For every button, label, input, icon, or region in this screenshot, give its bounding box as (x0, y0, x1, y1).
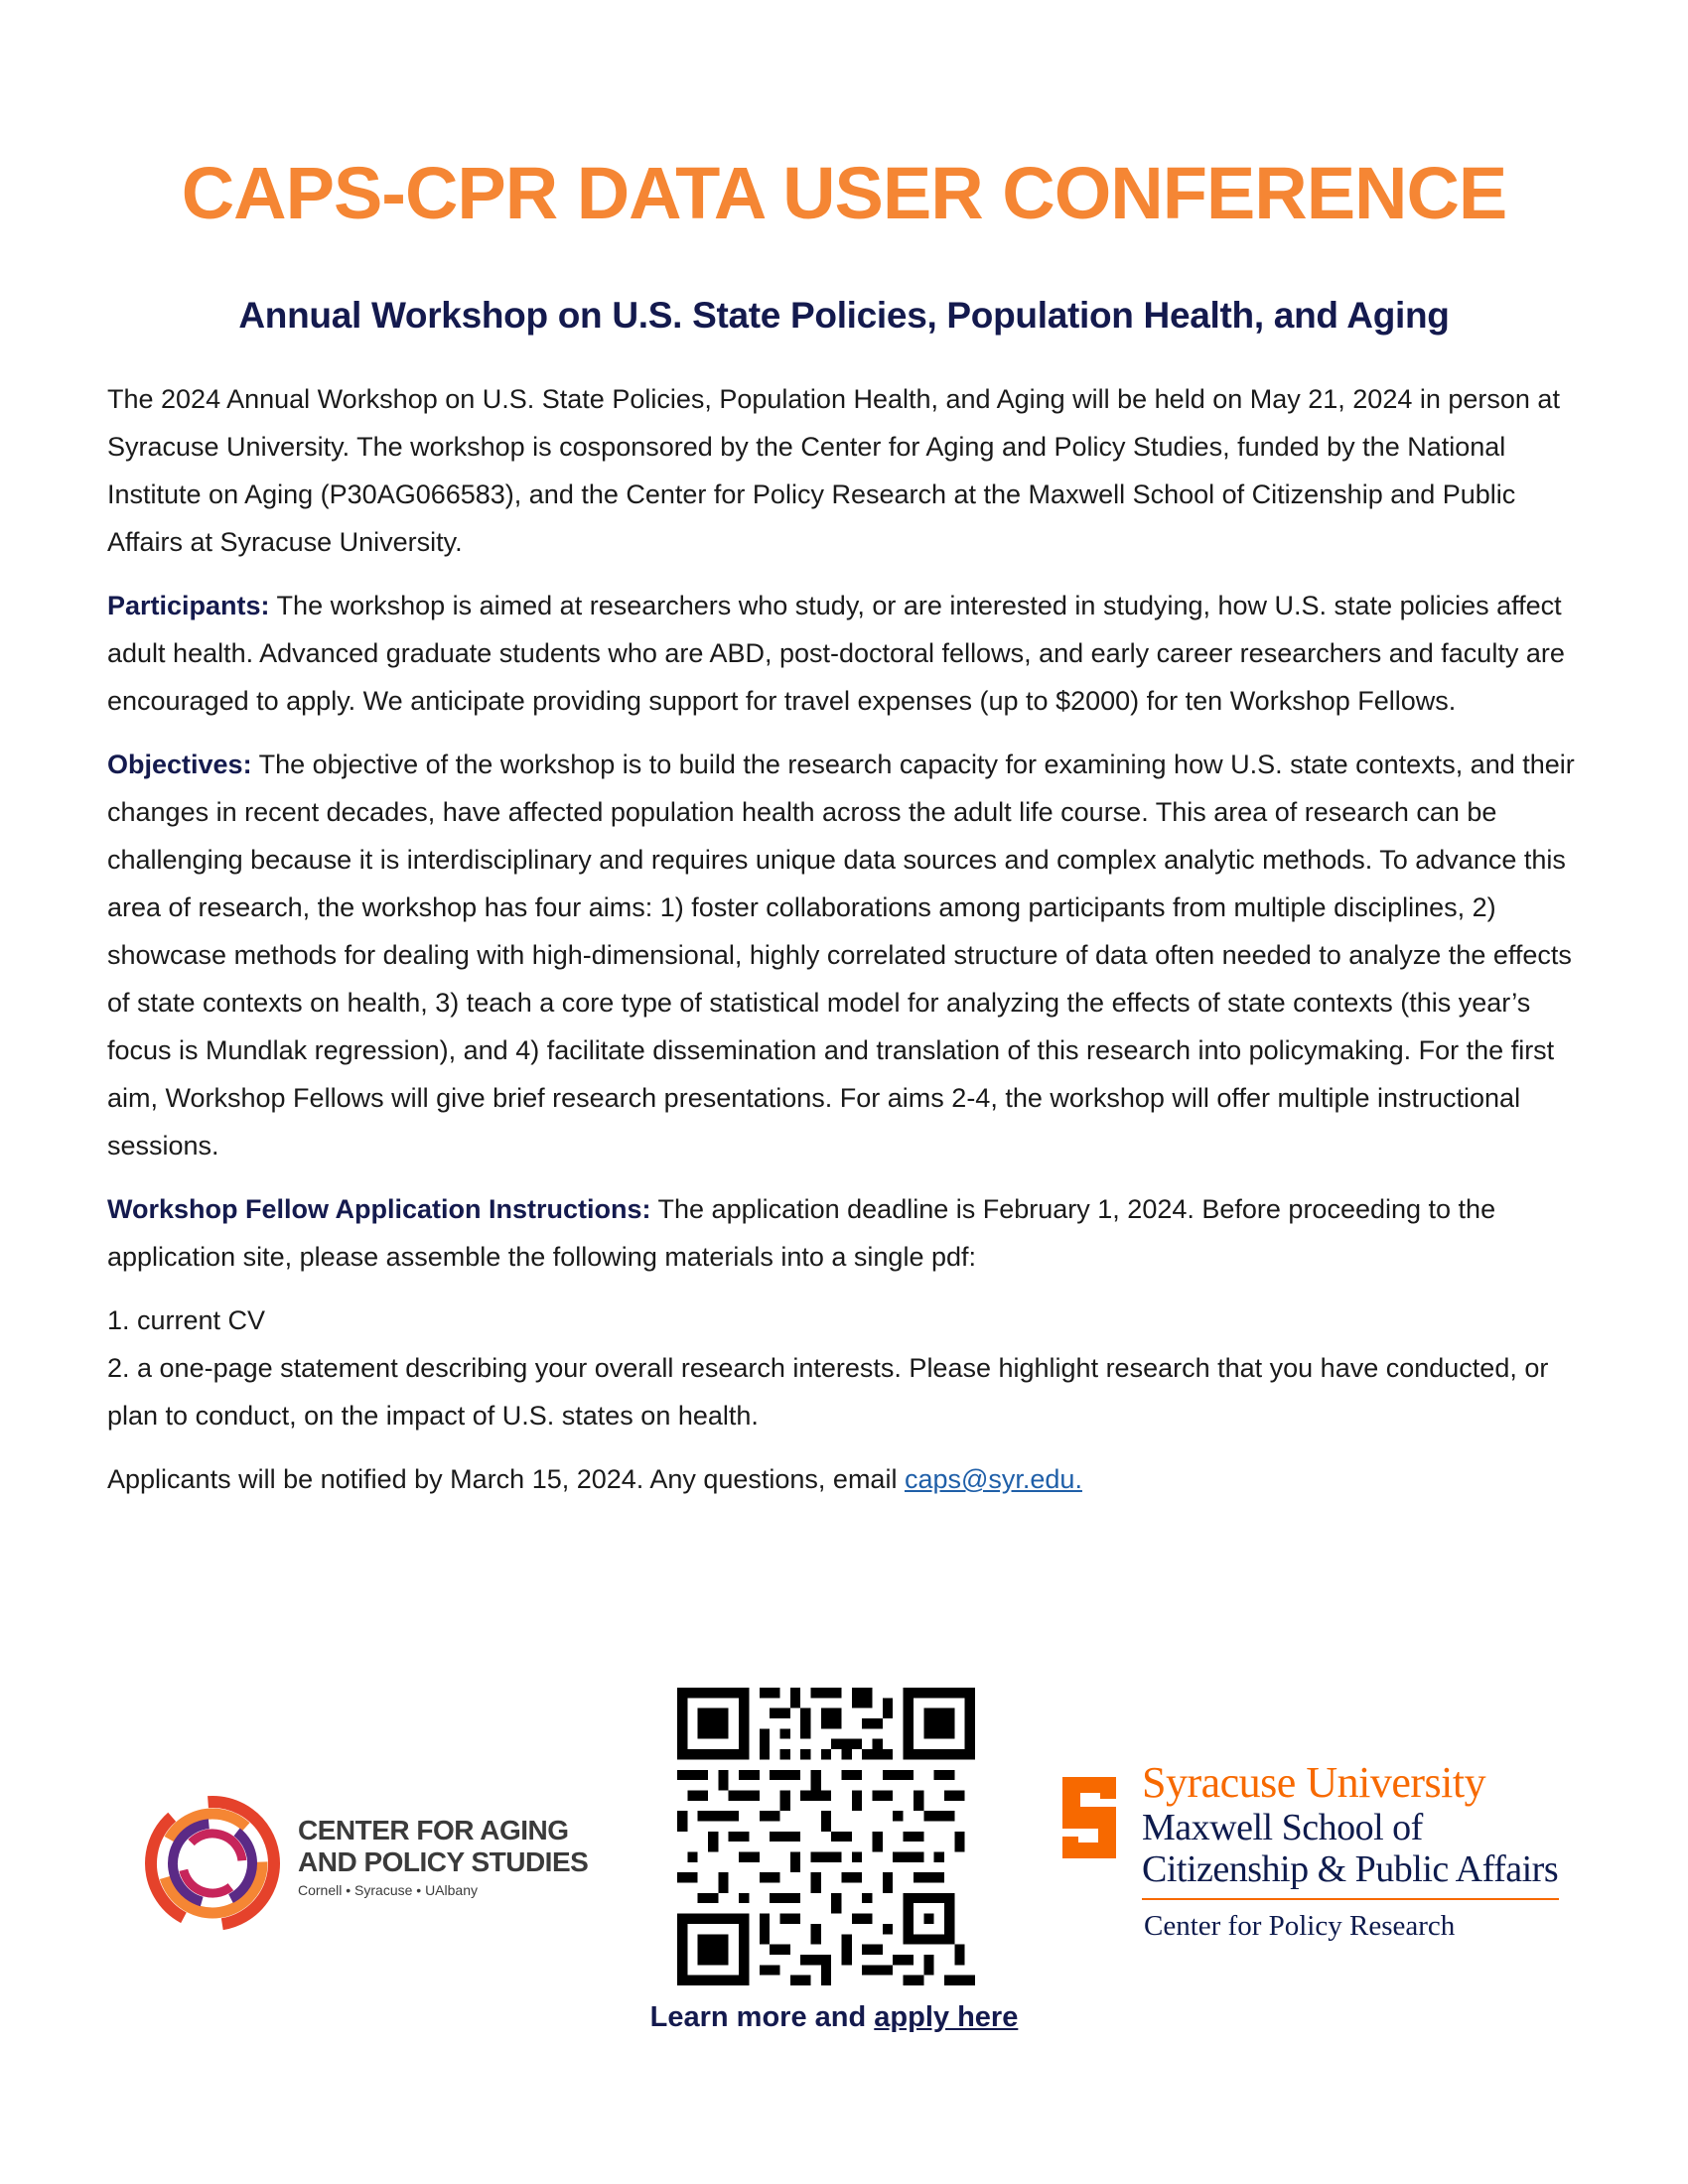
su-school-line-1: Maxwell School of (1142, 1807, 1423, 1848)
qr-finder-top-right (904, 1688, 975, 1759)
qr-caption-prefix: Learn more and (649, 2001, 875, 2033)
materials-list (107, 1297, 1595, 1439)
instructions-label: Workshop Fellow Application Instructions: (107, 1194, 651, 1224)
notify-text: Applicants will be notified by March 15, 2024. Any questions, email (107, 1464, 905, 1494)
caps-swirl-icon (133, 1789, 297, 1938)
list-item: 2. a one-page statement describing your overall research interests. Please highlight research that you have conducted, or plan to conduct, on the impact of U.S. states on health. (107, 1353, 1549, 1431)
notify-paragraph (107, 1455, 1595, 1503)
objectives-paragraph (107, 741, 1595, 1169)
su-divider (1142, 1898, 1559, 1900)
page-subtitle: Annual Workshop on U.S. State Policies, Population Health, and Aging (238, 295, 1450, 336)
participants-paragraph (107, 582, 1595, 725)
caps-line-1: CENTER FOR AGING (298, 1815, 569, 1845)
instructions-text: The application deadline is February 1, 2024. Before proceeding to the application site, please assemble the following materials into a single pdf: (107, 1194, 1496, 1272)
apply-here-link[interactable]: apply here (874, 2001, 1019, 2033)
participants-text: The workshop is aimed at researchers who study, or are interested in studying, how U.S. state policies affect adult health. Advanced graduate students who are ABD, post-doctoral fellows, and early career researchers and faculty are encouraged to apply. We anticipate providing support for travel expenses (up to $2000) for ten Workshop Fellows. (107, 591, 1565, 716)
body-text (107, 375, 1595, 1519)
su-school-line-2: Citizenship & Public Affairs (1142, 1848, 1559, 1890)
qr-finder-top-left (677, 1688, 749, 1759)
caps-logo-text (298, 1815, 616, 1898)
syracuse-logo-text (1142, 1759, 1559, 1943)
objectives-label: Objectives: (107, 750, 252, 779)
objectives-text: The objective of the workshop is to build the research capacity for examining how U.S. state contexts, and their changes in recent decades, have affected population health across the adult life course. This area of research can be challenging because it is interdisciplinary and requires unique data sources and complex analytic methods. To advance this area of research, the workshop has four aims: 1) foster collaborations among participants from multiple disciplines, 2) showcase methods for dealing with high-dimensional, highly correlated structure of data often needed to analyze the effects of state contexts on health, 3) teach a core type of statistical model for analyzing the effects of state contexts (this year’s focus is Mundlak regression), and 4) facilitate dissemination and translation of this research into policymaking. For the first aim, Workshop Fellows will give brief research presentations. For aims 2-4, the workshop will offer multiple instructional sessions. (107, 750, 1575, 1160)
su-name: Syracuse University (1142, 1758, 1486, 1807)
email-link[interactable]: caps@syr.edu. (904, 1464, 1082, 1494)
su-center: Center for Policy Research (1144, 1910, 1456, 1942)
qr-caption (556, 2001, 1112, 2034)
page-title: CAPS-CPR DATA USER CONFERENCE (181, 152, 1507, 234)
list-item: 1. current CV (107, 1305, 266, 1335)
instructions-paragraph (107, 1185, 1595, 1281)
syracuse-s-icon (1055, 1773, 1124, 1862)
qr-finder-bottom-left (677, 1914, 749, 1985)
qr-code[interactable] (677, 1688, 975, 1985)
participants-label: Participants: (107, 591, 270, 620)
intro-paragraph: The 2024 Annual Workshop on U.S. State Policies, Population Health, and Aging will be held on May 21, 2024 in person at Syracuse University. The workshop is cosponsored by the Center for Aging and Policy Studies, funded by the National Institute on Aging (P30AG066583), and the Center for Policy Research at the Maxwell School of Citizenship and Public Affairs at Syracuse University. (107, 384, 1560, 557)
caps-line-2: AND POLICY STUDIES (298, 1846, 589, 1877)
caps-sub: Cornell • Syracuse • UAlbany (298, 1882, 478, 1898)
